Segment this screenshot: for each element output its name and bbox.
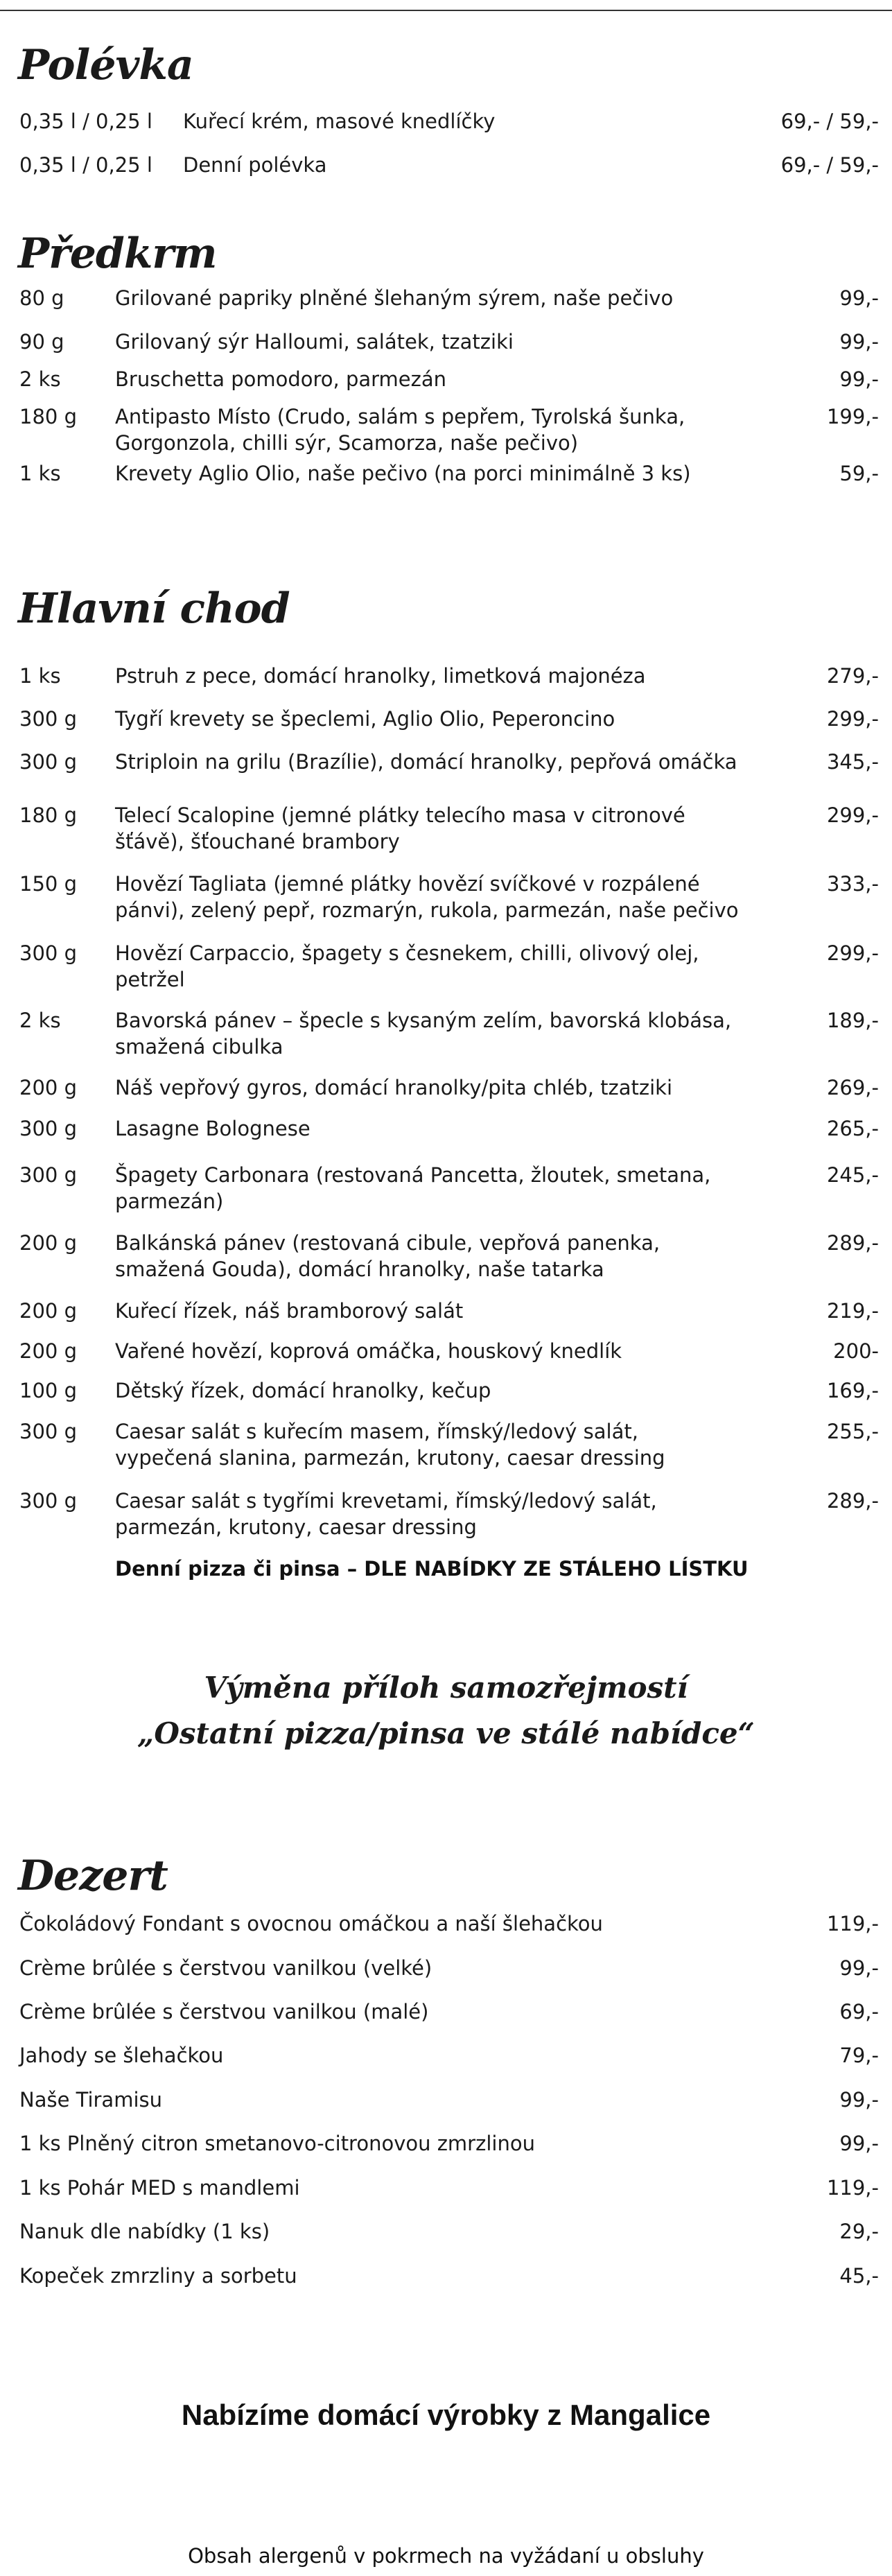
item-portion: 300 g — [19, 1117, 77, 1140]
item-description: 1 ks Pohár MED s mandlemi — [19, 2176, 300, 2200]
item-portion: 300 g — [19, 1163, 77, 1187]
item-price: 299,- — [826, 707, 879, 731]
item-price: 333,- — [826, 872, 879, 896]
item-price: 289,- — [826, 1489, 879, 1513]
item-description: Telecí Scalopine (jemné plátky telecího masa v citronové šťávě), šťouchané brambory — [115, 803, 685, 853]
item-description: Špagety Carbonara (restovaná Pancetta, žloutek, smetana, parmezán) — [115, 1163, 711, 1213]
item-price: 119,- — [826, 2176, 879, 2200]
item-portion: 200 g — [19, 1076, 77, 1099]
item-description: Dětský řízek, domácí hranolky, kečup — [115, 1379, 491, 1402]
item-portion: 300 g — [19, 750, 77, 774]
item-portion: 90 g — [19, 330, 64, 354]
item-price: 255,- — [826, 1420, 879, 1443]
item-description: Bruschetta pomodoro, parmezán — [115, 367, 447, 391]
item-portion: 0,35 l / 0,25 l — [19, 110, 152, 133]
item-portion: 1 ks — [19, 462, 61, 485]
item-description: Antipasto Místo (Crudo, salám s pepřem, Tyrolská šunka, Gorgonzola, chilli sýr, Scamorza, naše pečivo) — [115, 405, 685, 455]
item-portion: 100 g — [19, 1379, 77, 1402]
item-description: Pstruh z pece, domácí hranolky, limetková majonéza — [115, 664, 646, 688]
item-price: 69,- / 59,- — [780, 110, 879, 133]
item-description: Caesar salát s tygřími krevetami, římský/ledový salát, parmezán, krutony, caesar dressing — [115, 1489, 657, 1539]
item-description: Striploin na grilu (Brazílie), domácí hranolky, pepřová omáčka — [115, 750, 737, 774]
item-description: Jahody se šlehačkou — [19, 2044, 224, 2067]
item-price: 119,- — [826, 1912, 879, 1935]
item-price: 345,- — [826, 750, 879, 774]
item-portion: 150 g — [19, 872, 77, 896]
item-price: 169,- — [826, 1379, 879, 1402]
item-description: 1 ks Plněný citron smetanovo-citronovou zmrzlinou — [19, 2132, 535, 2155]
item-price: 189,- — [826, 1009, 879, 1032]
section-title-soup: Polévka — [18, 41, 193, 89]
item-description: Grilovaný sýr Halloumi, salátek, tzatziki — [115, 330, 514, 354]
item-price: 200- — [833, 1339, 879, 1363]
item-price: 69,- / 59,- — [780, 153, 879, 177]
item-description: Krevety Aglio Olio, naše pečivo (na porci minimálně 3 ks) — [115, 462, 691, 485]
item-price: 299,- — [826, 941, 879, 965]
item-description: Balkánská pánev (restovaná cibule, vepřová panenka, smažená Gouda), domácí hranolky, naše tatarka — [115, 1231, 661, 1281]
item-portion: 80 g — [19, 286, 64, 310]
item-price: 299,- — [826, 803, 879, 827]
item-portion: 180 g — [19, 405, 77, 428]
item-price: 199,- — [826, 405, 879, 428]
top-divider — [0, 10, 892, 11]
daily-pizza-note: Denní pizza či pinsa – DLE NABÍDKY ZE STÁLEHO LÍSTKU — [115, 1557, 749, 1581]
item-portion: 200 g — [19, 1231, 77, 1255]
item-portion: 180 g — [19, 803, 77, 827]
item-description: Kuřecí řízek, náš bramborový salát — [115, 1299, 464, 1323]
item-portion: 300 g — [19, 1420, 77, 1443]
item-description: Hovězí Tagliata (jemné plátky hovězí svíčkové v rozpálené pánvi), zelený pepř, rozmarýn, rukola, parmezán, naše pečivo — [115, 872, 739, 922]
slogan-line-1: Výměna příloh samozřejmostí — [204, 1671, 688, 1705]
item-price: 59,- — [839, 462, 879, 485]
item-price: 69,- — [839, 2000, 879, 2024]
item-description: Grilované papriky plněné šlehaným sýrem, naše pečivo — [115, 286, 674, 310]
item-description: Kopeček zmrzliny a sorbetu — [19, 2264, 297, 2288]
item-description: Caesar salát s kuřecím masem, římský/ledový salát, vypečená slanina, parmezán, krutony, caesar dressing — [115, 1420, 665, 1470]
item-price: 265,- — [826, 1117, 879, 1140]
item-portion: 300 g — [19, 1489, 77, 1513]
item-description: Kuřecí krém, masové knedlíčky — [183, 110, 496, 133]
item-price: 99,- — [839, 1956, 879, 1980]
item-price: 99,- — [839, 2132, 879, 2155]
item-price: 79,- — [839, 2044, 879, 2067]
item-portion: 200 g — [19, 1299, 77, 1323]
section-title-starter: Předkrm — [18, 229, 217, 278]
item-description: Denní polévka — [183, 153, 327, 177]
item-description: Vařené hovězí, koprová omáčka, houskový knedlík — [115, 1339, 622, 1363]
item-portion: 1 ks — [19, 664, 61, 688]
mangalica-banner: Nabízíme domácí výrobky z Mangalice — [181, 2399, 711, 2431]
item-portion: 2 ks — [19, 367, 61, 391]
item-description: Crème brûlée s čerstvou vanilkou (malé) — [19, 2000, 429, 2024]
item-price: 45,- — [839, 2264, 879, 2288]
item-price: 99,- — [839, 286, 879, 310]
item-description: Crème brûlée s čerstvou vanilkou (velké) — [19, 1956, 432, 1980]
item-portion: 0,35 l / 0,25 l — [19, 153, 152, 177]
item-price: 279,- — [826, 664, 879, 688]
item-price: 99,- — [839, 2088, 879, 2112]
item-description: Nanuk dle nabídky (1 ks) — [19, 2220, 270, 2243]
item-description: Lasagne Bolognese — [115, 1117, 311, 1140]
item-portion: 300 g — [19, 707, 77, 731]
item-price: 29,- — [839, 2220, 879, 2243]
item-description: Hovězí Carpaccio, špagety s česnekem, chilli, olivový olej, petržel — [115, 941, 699, 991]
item-portion: 200 g — [19, 1339, 77, 1363]
item-price: 99,- — [839, 330, 879, 354]
item-portion: 2 ks — [19, 1009, 61, 1032]
item-description: Čokoládový Fondant s ovocnou omáčkou a naší šlehačkou — [19, 1912, 603, 1935]
item-price: 219,- — [826, 1299, 879, 1323]
item-description: Bavorská pánev – špecle s kysaným zelím, bavorská klobása, smažená cibulka — [115, 1009, 732, 1059]
slogan-line-2: „Ostatní pizza/pinsa ve stálé nabídce“ — [137, 1716, 755, 1750]
section-title-main: Hlavní chod — [18, 584, 290, 633]
section-title-dessert: Dezert — [18, 1852, 168, 1900]
item-price: 245,- — [826, 1163, 879, 1187]
item-description: Náš vepřový gyros, domácí hranolky/pita chléb, tzatziki — [115, 1076, 673, 1099]
item-description: Tygří krevety se špeclemi, Aglio Olio, Peperoncino — [115, 707, 615, 731]
item-price: 289,- — [826, 1231, 879, 1255]
item-portion: 300 g — [19, 941, 77, 965]
item-price: 269,- — [826, 1076, 879, 1099]
item-description: Naše Tiramisu — [19, 2088, 163, 2112]
item-price: 99,- — [839, 367, 879, 391]
allergen-note: Obsah alergenů v pokrmech na vyžádaní u obsluhy — [188, 2544, 704, 2568]
